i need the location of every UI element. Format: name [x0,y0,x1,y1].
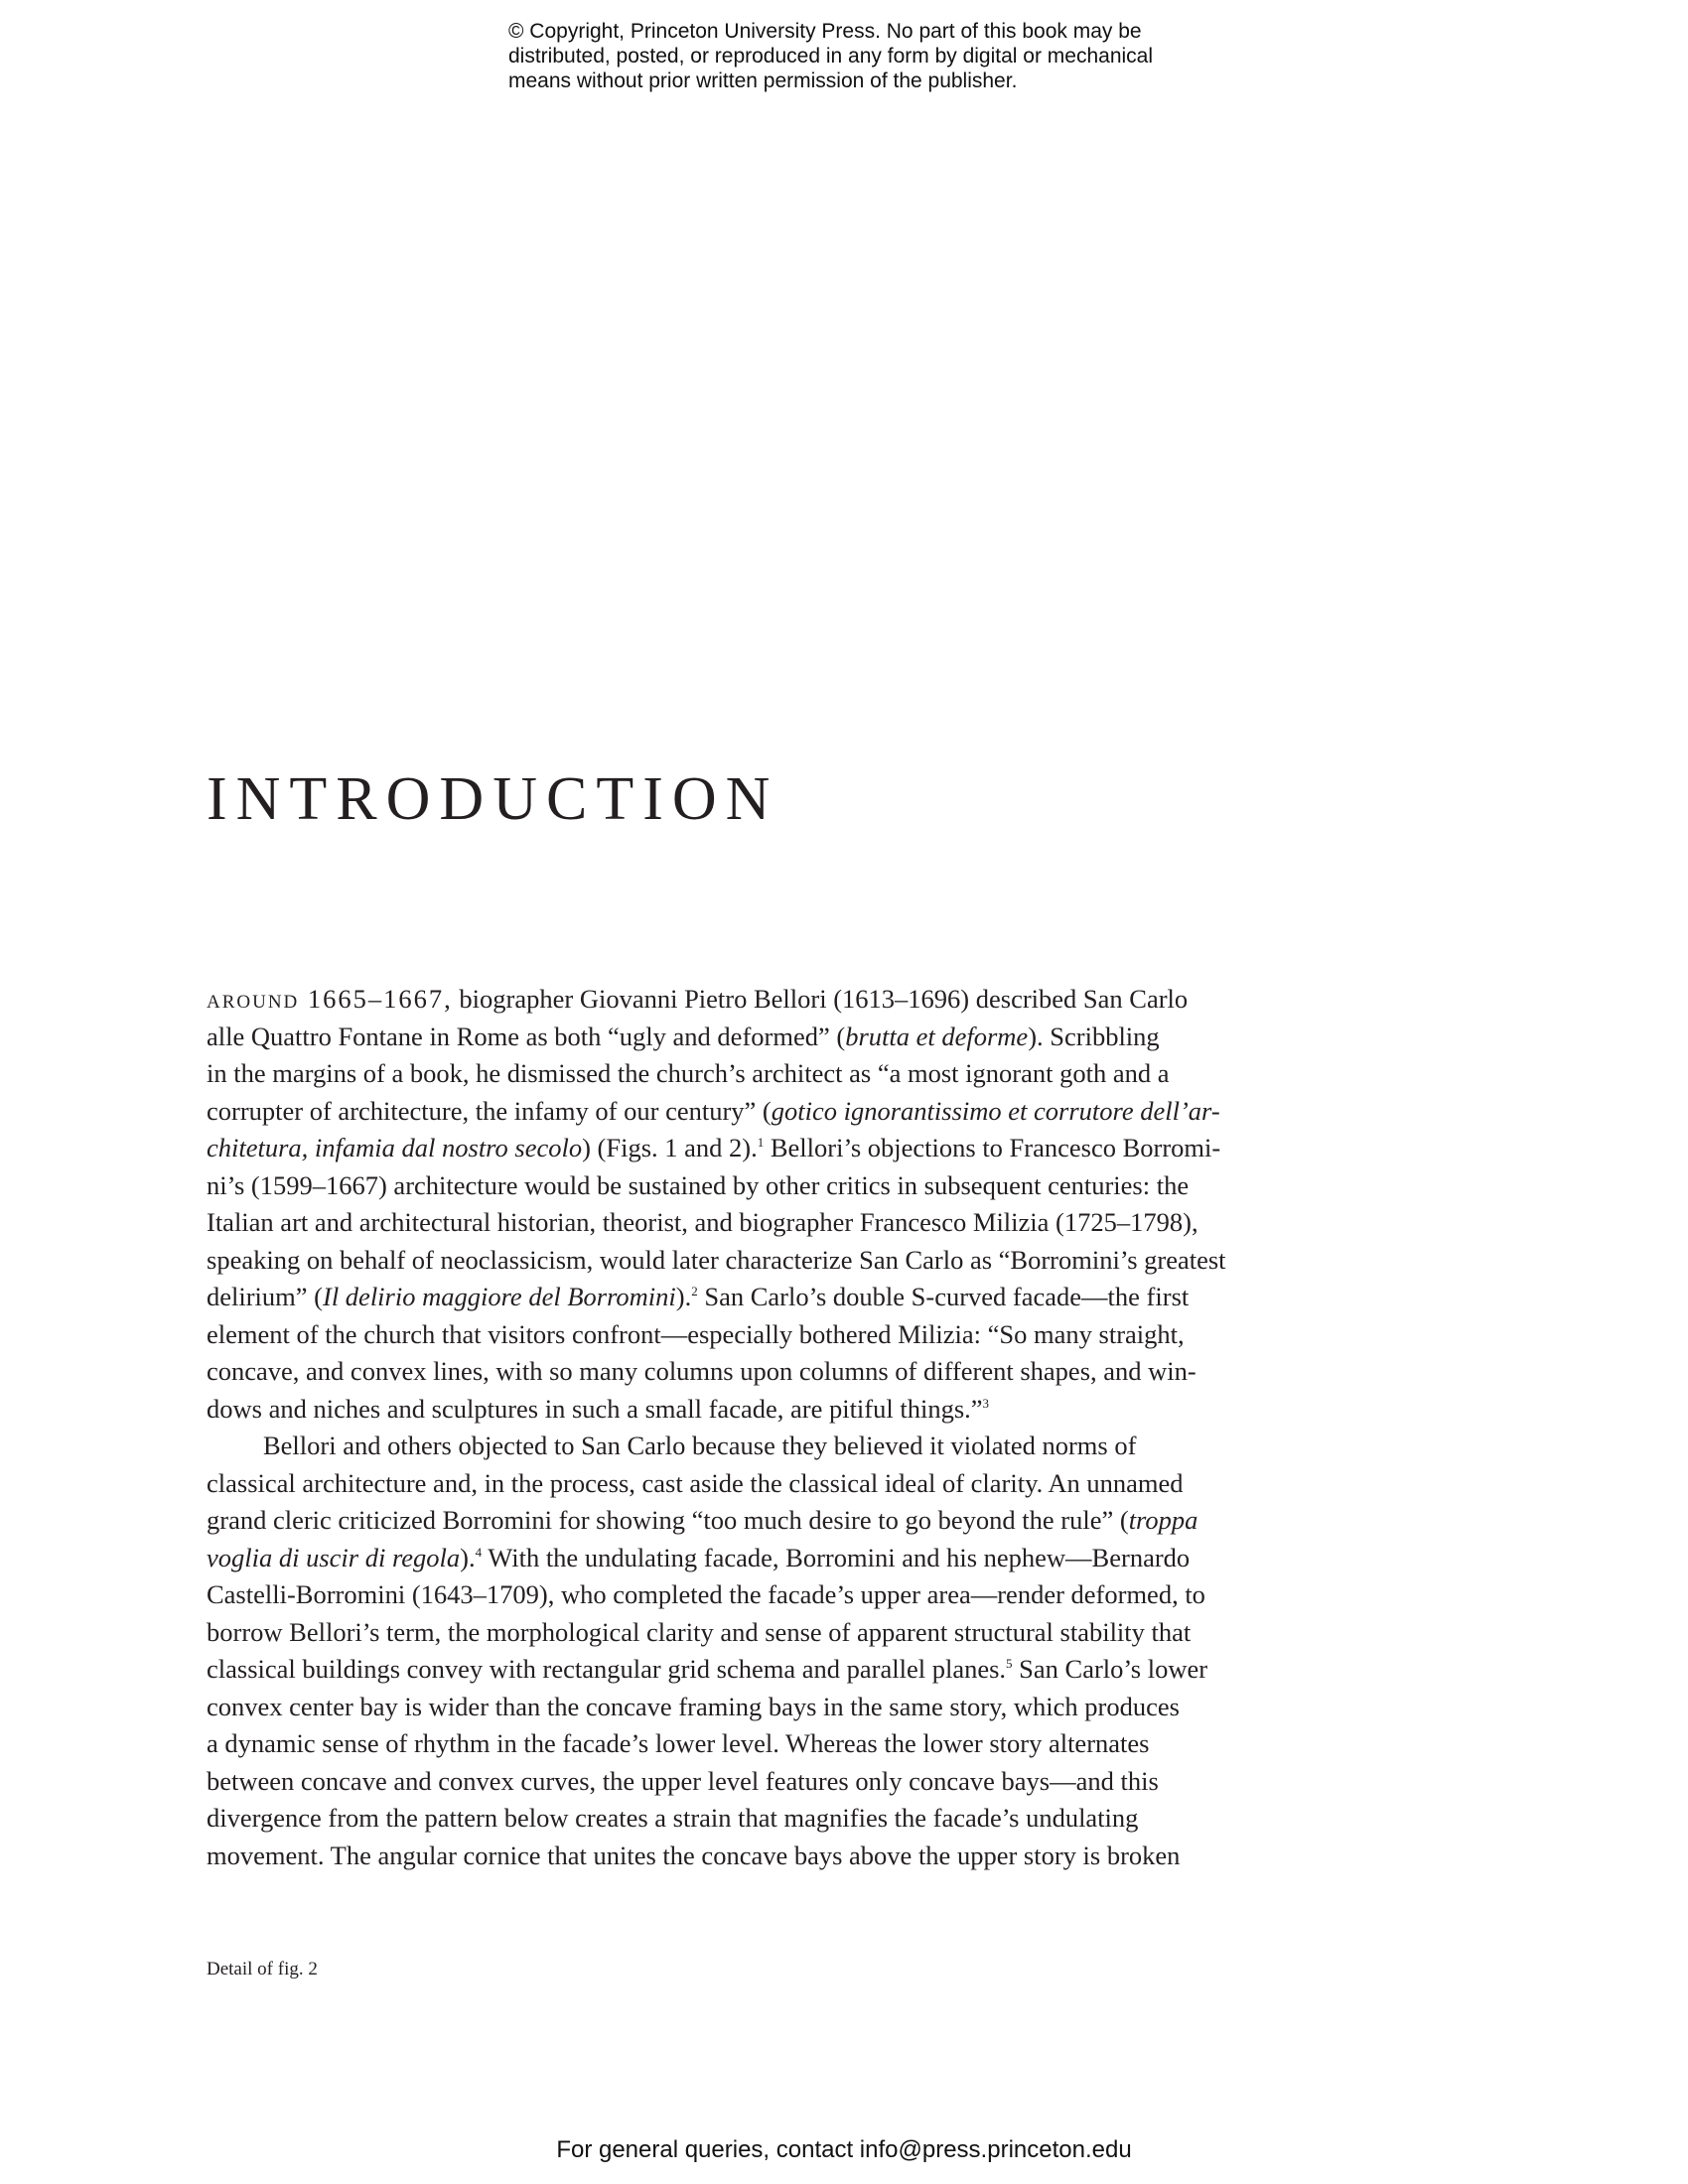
text-line: element of the church that visitors confront—especially bothered Milizia: “So many straight, [207,1318,1185,1349]
italic-phrase: Il delirio maggiore del Borromini [323,1282,676,1311]
text-line: between concave and convex curves, the upper level features only concave bays—and this [207,1765,1159,1796]
footnote-marker[interactable]: 2 [691,1284,698,1298]
footnote-marker[interactable]: 3 [982,1395,990,1411]
footnote-marker[interactable]: 1 [757,1135,765,1150]
text-run: ). Scribbling [1028,1021,1160,1051]
text-line [207,1019,1269,1056]
italic-phrase: chitetura, infamia dal nostro secolo [207,1133,583,1162]
text-line: speaking on behalf of neoclassicism, would later characterize San Carlo as “Borromini’s greatest [207,1244,1226,1275]
text-line: borrow Bellori’s term, the morphological clarity and sense of apparent structural stability that [207,1616,1192,1647]
text-line [207,1391,1269,1429]
text-line: movement. The angular cornice that unites the concave bays above the upper story is broken [207,1840,1181,1870]
text-run: classical buildings convey with rectangular grid schema and parallel planes. [207,1654,1007,1684]
italic-phrase: troppa [1128,1505,1198,1535]
paragraph-start-line: Bellori and others objected to San Carlo because they believed it violated norms of [263,1431,1137,1460]
text-line [207,1651,1269,1689]
figure-caption: Detail of fig. 2 [207,1959,318,1979]
text-line [207,981,1269,1019]
text-run: With the undulating facade, Borromini and his nephew—Bernardo [482,1542,1191,1572]
text-line: concave, and convex lines, with so many columns upon columns of different shapes, and win- [207,1356,1196,1386]
italic-phrase: brutta et deforme [845,1021,1029,1051]
text-run: delirium” ( [207,1282,323,1311]
lead-in-small-caps: around 1665–1667, [207,984,453,1014]
text-run: alle Quattro Fontane in Rome as both “ugly and deformed” ( [207,1021,846,1051]
text-run: dows and niches and sculptures in such a small facade, are pitiful things.” [207,1393,983,1424]
text-run: grand cleric criticized Borromini for showing “too much desire to go beyond the rule” ( [207,1505,1129,1535]
text-run: San Carlo’s double S-curved facade—the first [697,1282,1190,1311]
footer-contact: For general queries, contact info@press.princeton.edu [556,2136,1132,2163]
text-run: ). [460,1542,476,1572]
text-run: ) (Figs. 1 and 2). [582,1133,758,1162]
text-run: corrupter of architecture, the infamy of our century” ( [207,1095,772,1126]
text-line: classical architecture and, in the process, cast aside the classical ideal of clarity. An unnamed [207,1467,1184,1498]
chapter-title: INTRODUCTION [207,765,779,833]
copyright-line: means without prior written permission of the publisher. [508,69,1018,92]
text-line [207,1279,1269,1316]
text-line [207,1502,1269,1540]
footnote-marker[interactable]: 5 [1006,1656,1013,1671]
text-line: convex center bay is wider than the concave framing bays in the same story, which produces [207,1691,1180,1721]
copyright-line: distributed, posted, or reproduced in any form by digital or mechanical [508,45,1154,68]
text-line: a dynamic sense of rhythm in the facade’s lower level. Whereas the lower story alternates [207,1728,1150,1758]
text-run: Bellori’s objections to Francesco Borromi- [764,1133,1221,1162]
footnote-marker[interactable]: 4 [475,1544,483,1560]
italic-phrase: gotico ignorantissimo et corrutore dell’ar- [771,1095,1220,1126]
italic-phrase: voglia di uscir di regola [207,1542,461,1572]
text-line [207,1130,1269,1167]
text-line [207,1540,1269,1577]
text-line: Castelli-Borromini (1643–1709), who completed the facade’s upper area—render deformed, to [207,1579,1205,1609]
text-line: Italian art and architectural historian, theorist, and biographer Francesco Milizia (1725–1798), [207,1207,1198,1237]
body-text [207,981,1269,1874]
copyright-line: © Copyright, Princeton University Press. No part of this book may be [508,20,1142,43]
text-run: biographer Giovanni Pietro Bellori (1613–1696) described San Carlo [452,984,1189,1014]
text-run: San Carlo’s lower [1012,1654,1208,1684]
text-line: in the margins of a book, he dismissed the church’s architect as “a most ignorant goth and a [207,1058,1170,1088]
text-line: divergence from the pattern below creates a strain that magnifies the facade’s undulating [207,1803,1139,1833]
text-line: ni’s (1599–1667) architecture would be sustained by other critics in subsequent centuries: the [207,1169,1190,1200]
text-line [207,1093,1269,1131]
copyright-notice [508,19,1263,93]
text-run: ). [675,1282,692,1311]
